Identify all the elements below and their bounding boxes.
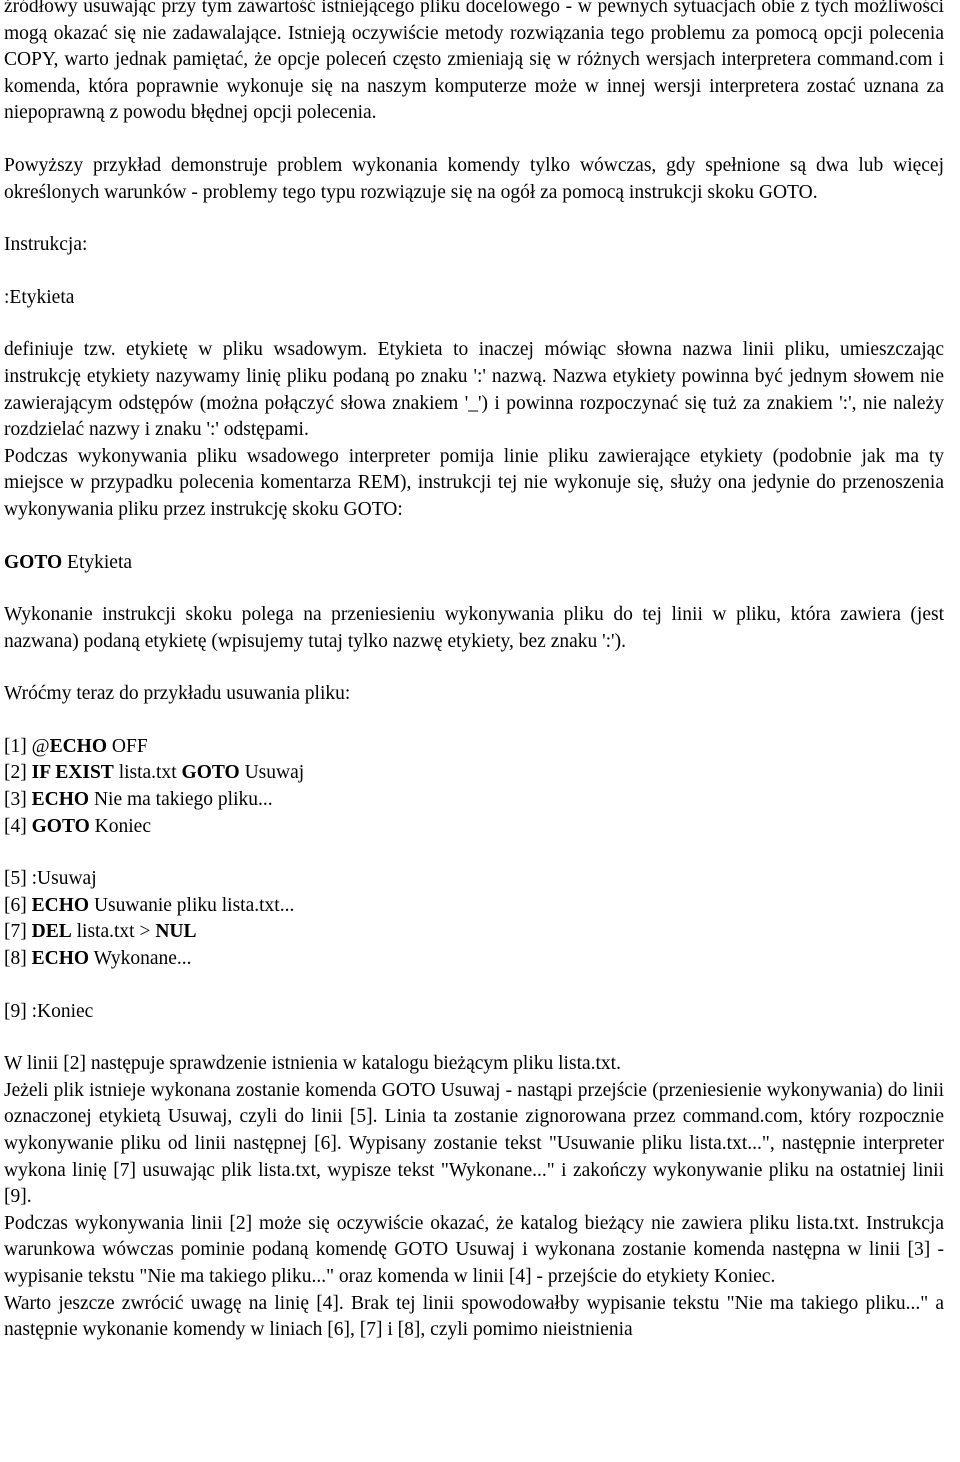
instruction-label: Instrukcja: <box>4 234 88 256</box>
code-listing-part-2 <box>4 866 944 972</box>
code-line-2: [2] IF EXIST lista.txt GOTO Usuwaj <box>4 762 305 784</box>
goto-syntax <box>4 550 944 577</box>
paragraph-file-missing: Podczas wykonywania linii [2] może się oczywiście okazać, że katalog bieżący nie zawiera pliku lista.txt. Instrukcja warunkowa wówczas pominie podaną komendę GOTO Usuwaj i wykonana zostanie komenda następna w linii [3] - wypisanie tekstu "Nie ma takiego pliku..." oraz komenda w linii [4] - przejście do etykiety Koniec. <box>4 1212 944 1287</box>
document-page <box>4 0 944 1344</box>
code-line-9: [9] :Koniec <box>4 1000 94 1022</box>
paragraph-goto-intro: Powyższy przykład demonstruje problem wykonania komendy tylko wówczas, gdy spełnione są dwa lub więcej określonych warunków - problemy tego typu rozwiązuje się na ogół za pomocą instrukcji skoku GOTO. <box>4 154 944 203</box>
paragraph-line2-check: W linii [2] następuje sprawdzenie istnienia w katalogu bieżącym pliku lista.txt. <box>4 1053 621 1075</box>
paragraph-label-definition: definiuje tzw. etykietę w pliku wsadowym. Etykieta to inaczej mówiąc słowna nazwa linii pliku, umieszczając instrukcję etykiety nazywamy linię pliku podaną po znaku ':' nazwą. Nazwa etykiety powinna być jednym słowem nie zawierającym odstępów (można połączyć słowa znakiem '_') i powinna rozpoczynać się tuż za znakiem ':', nie należy rozdzielać nazwy i znaku ':' odstępami. <box>4 339 944 441</box>
code-line-5: [5] :Usuwaj <box>4 868 97 890</box>
code-line-3: [3] ECHO Nie ma takiego pliku... <box>4 789 273 811</box>
paragraph-goto-explanation: Wykonanie instrukcji skoku polega na przeniesieniu wykonywania pliku do tej linii w pliku, która zawiera (jest nazwana) podaną etykietę (wpisujemy tutaj tylko nazwę etykiety, bez znaku ':'). <box>4 604 944 652</box>
code-line-8: [8] ECHO Wykonane... <box>4 948 192 970</box>
code-listing <box>4 734 944 840</box>
paragraph-file-exists: Jeżeli plik istnieje wykonana zostanie komenda GOTO Usuwaj - nastąpi przejście (przeniesienie wykonywania) do linii oznaczonej etykietą Usuwaj, czyli do linii [5]. Linia ta zostanie zignorowana przez command.com, który rozpocznie wykonywanie pliku od linii następnej [6]. Wypisany zostanie tekst "Usuwanie pliku lista.txt...", następnie interpreter wykona linię [7] usuwając plik lista.txt, wypisze tekst "Wykonane..." i zakończy wykonywanie pliku na ostatniej linii [9]. <box>4 1079 944 1208</box>
label-syntax: :Etykieta <box>4 286 75 308</box>
paragraph-line4-note: Warto jeszcze zwrócić uwagę na linię [4]. Brak tej linii spowodowałby wypisanie tekstu "Nie ma takiego pliku..." a następnie wykonanie komendy w liniach [6], [7] i [8], czyli pomimo nieistnienia <box>4 1292 944 1341</box>
code-listing-part-3 <box>4 999 944 1026</box>
code-line-6: [6] ECHO Usuwanie pliku lista.txt... <box>4 894 295 916</box>
paragraph-example-intro: Wróćmy teraz do przykładu usuwania pliku: <box>4 683 351 705</box>
code-line-4: [4] GOTO Koniec <box>4 815 151 837</box>
paragraph-label-processing: Podczas wykonywania pliku wsadowego interpreter pomija linie pliku zawierające etykiety (podobnie jak ma ty miejsce w przypadku polecenia komentarza REM), instrukcji tej nie wykonuje się, służy ona jedynie do przenoszenia wykonywania pliku przez instrukcję skoku GOTO: <box>4 445 944 520</box>
code-line-1: [1] @ECHO OFF <box>4 735 148 757</box>
code-line-7: [7] DEL lista.txt > NUL <box>4 921 197 943</box>
paragraph-copy-options: źródłowy usuwając przy tym zawartość istniejącego pliku docelowego - w pewnych sytuacjach obie z tych możliwości mogą okazać się nie zadawalające. Istnieją oczywiście metody rozwiązania tego problemu za pomocą opcji polecenia COPY, warto jednak pamiętać, że opcje poleceń często zmieniają się w różnych wersjach interpretera command.com i komenda, która poprawnie wykonuje się na naszym komputerze może w innej wersji interpretera zostać uznana za niepoprawną z powodu błędnej opcji polecenia. <box>4 0 944 124</box>
goto-keyword: GOTO <box>4 551 63 573</box>
goto-argument: Etykieta <box>62 551 133 573</box>
